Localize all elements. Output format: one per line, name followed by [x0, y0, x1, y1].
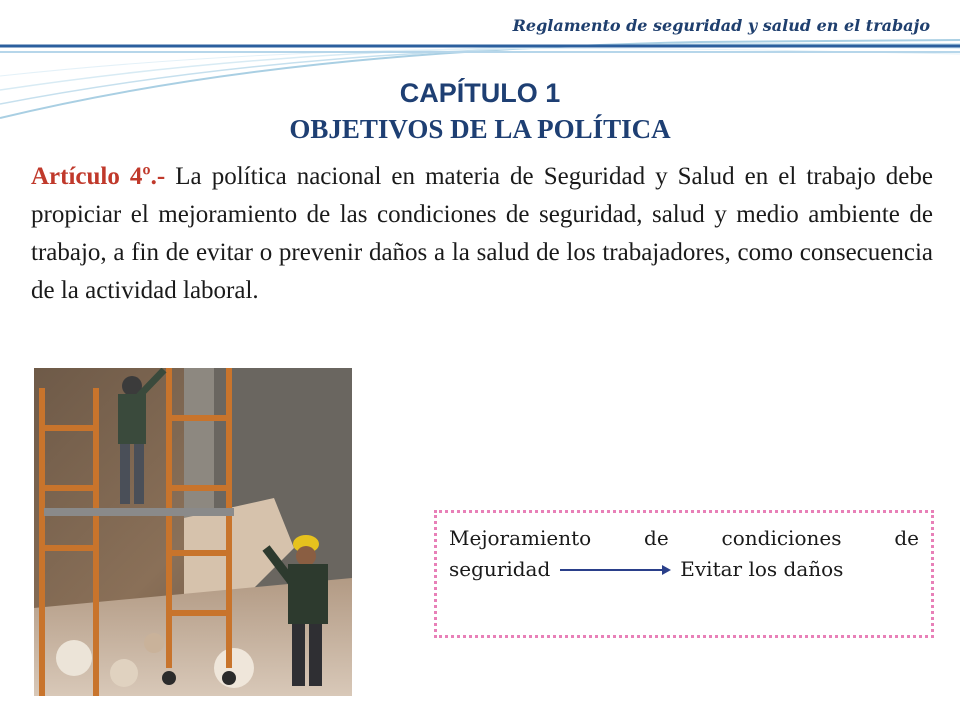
construction-workers-photo	[34, 368, 352, 696]
note-word: de	[894, 526, 919, 550]
document-header-title: Reglamento de seguridad y salud en el trabajo	[512, 16, 930, 35]
chapter-number: CAPÍTULO 1	[399, 78, 561, 108]
arrow-right-icon	[558, 563, 672, 577]
note-cause: seguridad	[449, 557, 551, 581]
chapter-title: OBJETIVOS DE LA POLÍTICA	[289, 114, 671, 144]
article-text: La política nacional en materia de Seguridad y Salud en el trabajo debe propiciar el mejoramiento de las condiciones de seguridad, salud y medio ambiente de trabajo, a fin de evitar o prevenir daños a la salud de los trabajadores, como consecuencia de la actividad laboral.	[31, 163, 933, 304]
note-box	[434, 510, 934, 638]
article-paragraph	[31, 158, 933, 310]
article-label: Artículo 4º.-	[31, 163, 166, 190]
note-word: Mejoramiento	[449, 526, 592, 550]
note-line-1	[449, 523, 919, 554]
note-word: de	[644, 526, 669, 550]
note-word: condiciones	[721, 526, 842, 550]
note-effect: Evitar los daños	[680, 557, 844, 581]
note-line-2	[449, 554, 919, 585]
